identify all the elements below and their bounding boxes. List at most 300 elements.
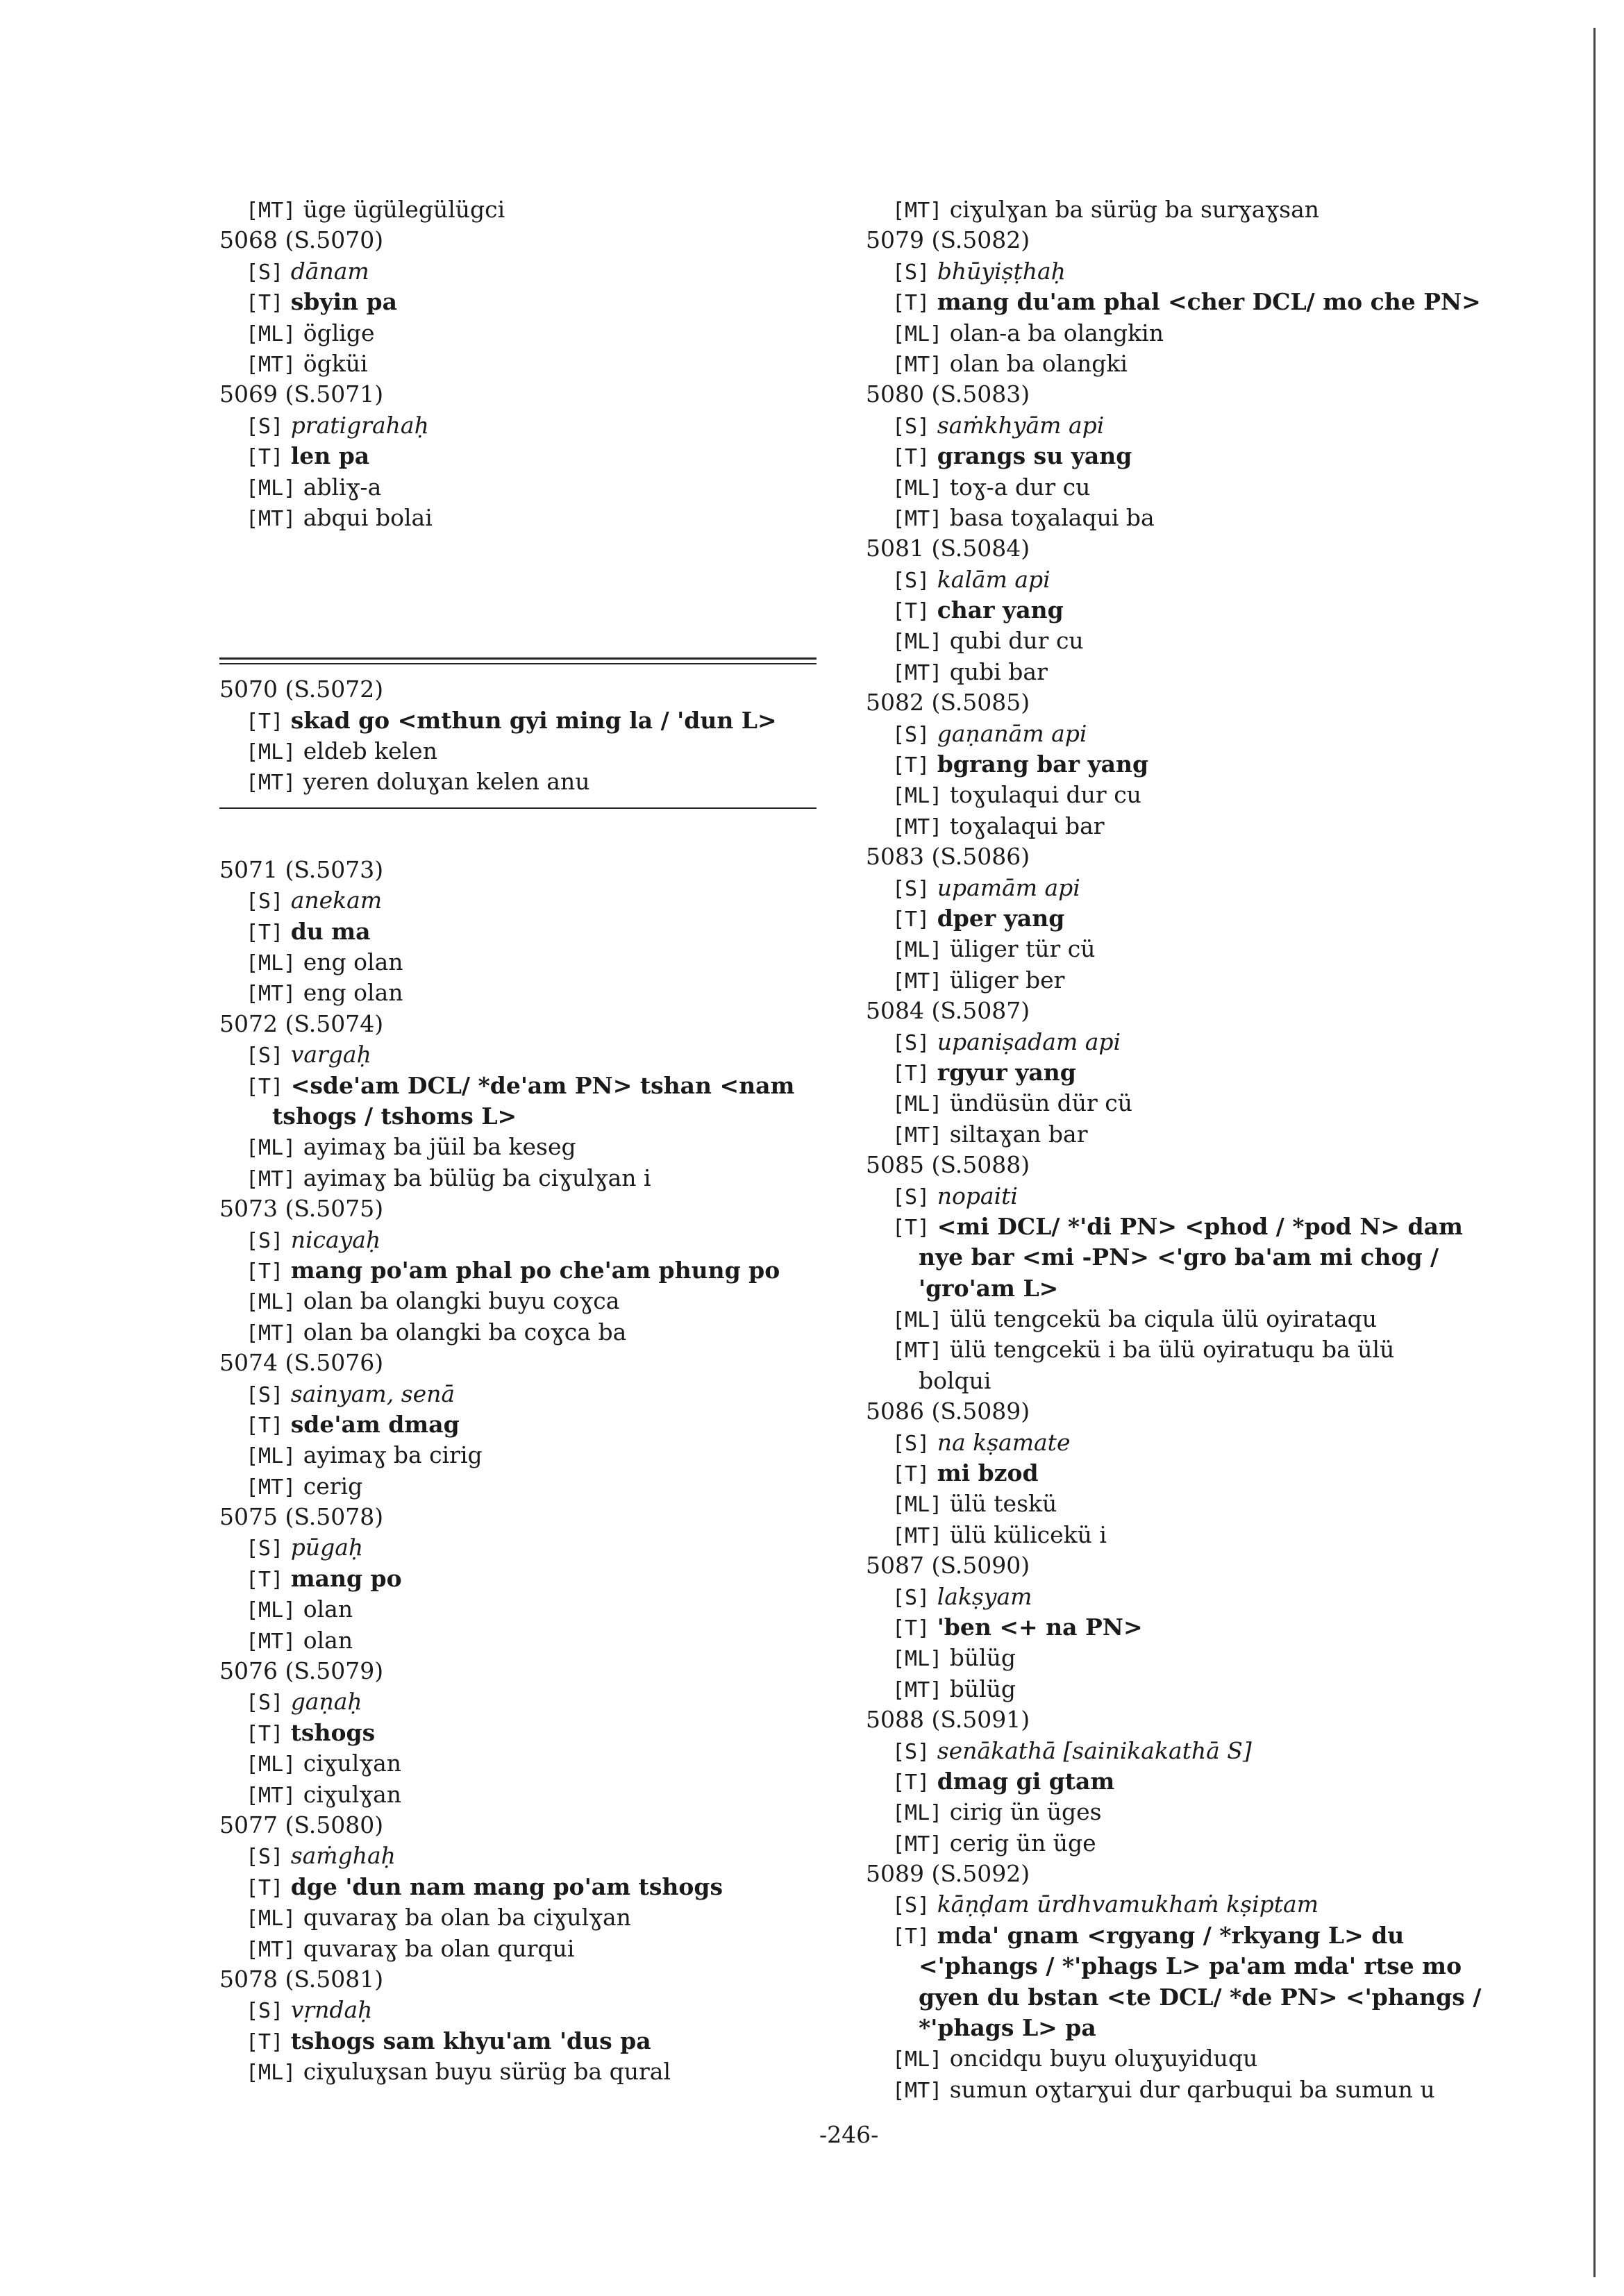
language-label: [T] [892,1462,930,1487]
gloss-text: sainyam, senā [290,1380,455,1407]
gloss-text: ayimaɣ ba jüil ba keseg [303,1133,576,1161]
gloss-line [866,1027,1491,1057]
gloss-text: qubi dur cu [949,627,1084,655]
language-label: [T] [246,1413,284,1438]
gloss-line [866,1458,1491,1489]
gloss-text: olan ba olangki ba coɣca ba [303,1318,627,1346]
gloss-line [866,1520,1491,1550]
language-label: [ML] [892,1647,943,1672]
gloss-line [219,947,830,978]
gloss-line [219,503,830,533]
gloss-text: kāṇḍam ūrdhvamukhaṁ kṣiptam [937,1891,1319,1918]
gloss-text: pratigrahaḥ [290,411,429,439]
language-label: [MT] [892,969,943,994]
gloss-text: upamām api [937,873,1080,901]
gloss-text: saṁghaḥ [290,1842,396,1870]
gloss-text: cerig [303,1472,363,1500]
gloss-line [866,2043,1491,2074]
language-label: [ML] [246,1598,296,1623]
gloss-text: upaniṣadam api [937,1028,1121,1055]
entry-number: 5084 (S.5087) [866,997,1030,1025]
entry-number: 5088 (S.5091) [866,1706,1030,1734]
gloss-line [219,1779,830,1810]
language-label: [T] [246,1567,284,1592]
gloss-line [219,287,830,317]
language-label: [T] [892,1770,930,1795]
gloss-line [219,705,830,736]
gloss-text: cirig ün üges [949,1798,1102,1826]
gloss-line [866,1736,1491,1766]
gloss-text: saṁkhyām api [937,411,1105,439]
double-rule [219,657,817,664]
page-edge-line [1593,28,1596,2277]
gloss-text: bhūyiṣṭhaḥ [937,257,1066,285]
language-label: [MT] [892,1523,943,1548]
gloss-line [866,811,1491,841]
language-label: [ML] [892,476,943,501]
page-number: -246- [819,2121,879,2148]
language-label: [ML] [892,1308,943,1333]
entry-number: 5072 (S.5074) [219,1009,384,1037]
gloss-text: sbyin pa [290,288,397,316]
gloss-text: dper yang [937,904,1065,932]
language-label: [S] [246,414,284,439]
gloss-line [219,1841,830,1871]
language-label: [S] [892,1184,930,1209]
language-label: [MT] [246,199,296,223]
gloss-text: qubi bar [949,657,1048,685]
gloss-text: dge 'dun nam mang po'am tshogs [290,1872,723,1900]
gloss-text: du ma [290,917,371,945]
gloss-line [219,1902,830,1933]
language-label: [MT] [246,506,296,531]
gloss-line [219,736,830,766]
gloss-text: ündüsün dür cü [949,1089,1132,1117]
gloss-text: olan [303,1595,353,1623]
gloss-text: kalām api [937,565,1050,593]
continuation-line: *'phags L> pa [919,2014,1096,2042]
gloss-line [219,1286,830,1316]
gloss-line [219,1071,830,1101]
gloss-text: tshogs sam khyu'am 'dus pa [290,2027,651,2054]
language-label: [T] [246,1074,284,1099]
language-label: [ML] [246,951,296,976]
language-label: [MT] [892,352,943,377]
gloss-text: skad go <mthun gyi ming la / 'dun L> [290,706,777,734]
entry-number: 5069 (S.5071) [219,380,384,408]
gloss-text: oncidqu buyu oluɣuyiduqu [949,2045,1258,2072]
gloss-line [219,318,830,349]
gloss-text: cerig ün üge [949,1829,1096,1857]
language-label: [ML] [892,630,943,655]
gloss-text: eldeb kelen [303,737,437,765]
language-label: [MT] [246,1937,296,1962]
gloss-line [866,318,1491,349]
gloss-line [219,1532,830,1563]
language-label: [S] [892,1893,930,1918]
entry-number: 5081 (S.5084) [866,535,1030,562]
language-label: [MT] [246,1321,296,1346]
gloss-text: ülü teskü [949,1490,1057,1518]
gloss-line [219,1934,830,1964]
language-label: [ML] [892,1493,943,1518]
gloss-text: anekam [290,887,383,914]
gloss-text: basa toɣalaqui ba [949,503,1155,531]
entry-number: 5076 (S.5079) [219,1657,384,1685]
gloss-line [219,410,830,441]
gloss-text: siltaɣan bar [949,1120,1088,1148]
gloss-line [219,1748,830,1779]
gloss-text: olan [303,1626,353,1654]
gloss-text: üliger ber [949,966,1065,994]
gloss-line [219,1409,830,1440]
gloss-text: quvaraɣ ba olan qurqui [303,1934,575,1962]
gloss-line [866,1212,1491,1242]
gloss-text: nopaiti [937,1182,1018,1209]
language-label: [T] [892,291,930,316]
gloss-text: mang du'am phal <cher DCL/ mo che PN> [937,288,1481,316]
language-label: [MT] [246,771,296,796]
language-label: [T] [246,445,284,470]
gloss-line [219,1564,830,1594]
continuation-line: bolqui [919,1366,991,1394]
gloss-line [219,1225,830,1255]
spacer [219,820,830,855]
gloss-line [866,1889,1491,1920]
gloss-text: mang po'am phal po che'am phung po [290,1256,780,1284]
gloss-text: bülüg [949,1644,1016,1672]
gloss-text: mi bzod [937,1459,1039,1487]
entry-number: 5071 (S.5073) [219,855,384,883]
entry-number: 5085 (S.5088) [866,1151,1030,1179]
language-label: [MT] [246,352,296,377]
language-label: [ML] [246,476,296,501]
gloss-text: lakṣyam [937,1582,1032,1610]
gloss-line [219,441,830,471]
language-label: [T] [892,907,930,932]
language-label: [S] [246,1845,284,1870]
gloss-line [219,2056,830,2087]
gloss-text: ülü tengcekü ba ciqula ülü oyirataqu [949,1305,1378,1333]
gloss-text: olan ba olangki buyu coɣca [303,1287,620,1315]
gloss-text: mang po [290,1564,402,1592]
gloss-line [866,472,1491,503]
gloss-line [219,1995,830,2025]
language-label: [ML] [246,321,296,346]
gloss-line [219,349,830,379]
entry-number: 5079 (S.5082) [866,226,1030,254]
gloss-line [866,903,1491,934]
language-label: [ML] [892,2047,943,2072]
gloss-text: gaṇaḥ [290,1688,362,1716]
gloss-text: bgrang bar yang [937,751,1149,778]
gloss-line [219,1872,830,1902]
language-label: [S] [246,260,284,285]
language-label: [S] [892,568,930,593]
gloss-text: ögküi [303,349,368,377]
gloss-line [866,1674,1491,1704]
language-label: [ML] [246,740,296,765]
gloss-line [219,2026,830,2056]
gloss-line [866,256,1491,287]
gloss-line [866,1119,1491,1150]
gloss-line [866,441,1491,471]
language-label: [MT] [892,1123,943,1148]
entry-number: 5080 (S.5083) [866,380,1030,408]
continuation-line: 'gro'am L> [919,1274,1059,1302]
gloss-line [866,503,1491,533]
gloss-line [866,1797,1491,1827]
gloss-line [219,1686,830,1717]
entry-number: 5077 (S.5080) [219,1811,384,1838]
gloss-text: sde'am dmag [290,1410,460,1438]
entry-number: 5075 (S.5078) [219,1503,384,1531]
gloss-line [219,256,830,287]
gloss-line [866,657,1491,687]
language-label: [ML] [892,784,943,809]
language-label: [ML] [892,938,943,963]
single-rule [219,807,817,809]
gloss-text: ülü tengcekü i ba ülü oyiratuqu ba ülü [949,1336,1395,1364]
language-label: [ML] [892,1801,943,1826]
language-label: [T] [246,709,284,734]
left-column [219,194,830,2087]
gloss-line [866,1612,1491,1643]
gloss-line [866,194,1491,225]
gloss-line [866,1181,1491,1212]
entry-number: 5074 (S.5076) [219,1349,384,1377]
language-label: [ML] [246,1290,296,1315]
language-label: [T] [246,920,284,945]
language-label: [S] [892,1431,930,1456]
gloss-text: abqui bolai [303,503,433,531]
language-label: [S] [246,1999,284,2024]
entry-number: 5086 (S.5089) [866,1398,1030,1425]
language-label: [MT] [892,199,943,223]
gloss-text: char yang [937,596,1064,624]
gloss-text: yeren doluɣan kelen anu [303,768,590,796]
language-label: [S] [892,722,930,747]
continuation-line: tshogs / tshoms L> [272,1102,517,1130]
gloss-text: gaṇanām api [937,719,1087,747]
gloss-text: na kṣamate [937,1428,1071,1456]
language-label: [MT] [246,1166,296,1191]
gloss-text: olan-a ba olangkin [949,319,1164,346]
language-label: [MT] [892,1832,943,1857]
gloss-line [219,766,830,797]
gloss-line [866,626,1491,656]
language-label: [S] [892,414,930,439]
gloss-line [219,1163,830,1193]
gloss-text: ayimaɣ ba bülüg ba ciɣulɣan i [303,1164,651,1191]
language-label: [MT] [246,1783,296,1808]
gloss-line [866,965,1491,996]
gloss-line [866,349,1491,379]
gloss-text: olan ba olangki [949,349,1128,377]
gloss-text: ciɣulɣan [303,1750,402,1777]
language-label: [S] [892,876,930,901]
gloss-line [866,1427,1491,1458]
gloss-line [866,1643,1491,1673]
gloss-text: senākathā [sainikakathā S] [937,1736,1252,1764]
gloss-line [219,1594,830,1625]
gloss-line [866,1920,1491,1951]
language-label: [ML] [246,1752,296,1777]
gloss-line [866,749,1491,780]
language-label: [T] [892,1215,930,1240]
gloss-text: üliger tür cü [949,935,1096,963]
language-label: [MT] [892,2078,943,2103]
gloss-line [866,2075,1491,2105]
gloss-text: toɣ-a dur cu [949,473,1091,501]
gloss-text: dānam [290,257,369,285]
gloss-text: grangs su yang [937,442,1132,470]
gloss-line [866,564,1491,595]
gloss-text: ciɣulɣan ba sürüg ba surɣaɣsan [949,196,1320,223]
gloss-text: ülü külicekü i [949,1520,1107,1548]
gloss-text: eng olan [303,979,403,1007]
gloss-text: toɣulaqui dur cu [949,781,1141,809]
language-label: [T] [246,2029,284,2054]
language-label: [S] [892,1585,930,1610]
gloss-line [219,1039,830,1070]
spacer [219,533,830,648]
gloss-line [866,780,1491,810]
gloss-text: nicayaḥ [290,1225,381,1253]
gloss-line [866,1088,1491,1118]
continuation-line: <'phangs / *'phags L> pa'am mda' rtse mo [919,1952,1462,1980]
gloss-line [866,1057,1491,1088]
gloss-line [866,934,1491,964]
language-label: [MT] [246,1475,296,1500]
entry-number: 5083 (S.5086) [866,843,1030,871]
gloss-text: dmag gi gtam [937,1767,1115,1795]
language-label: [S] [246,1536,284,1561]
gloss-text: abliɣ-a [303,473,382,501]
language-label: [MT] [246,982,296,1007]
continuation-line: nye bar <mi -PN> <'gro ba'am mi chog / [919,1243,1439,1271]
language-label: [ML] [892,321,943,346]
gloss-line [866,1489,1491,1519]
language-label: [ML] [246,1907,296,1932]
entry-number: 5087 (S.5090) [866,1552,1030,1579]
entry-number: 5073 (S.5075) [219,1195,384,1223]
gloss-line [219,1132,830,1162]
gloss-text: mda' gnam <rgyang / *rkyang L> du [937,1921,1405,1949]
entry-number: 5078 (S.5081) [219,1965,384,1993]
gloss-line [219,1255,830,1286]
gloss-text: vargaḥ [290,1041,371,1069]
gloss-line [866,1828,1491,1859]
gloss-line [219,1379,830,1409]
gloss-text: len pa [290,442,370,470]
gloss-text: sumun oɣtarɣui dur qarbuqui ba sumun u [949,2075,1435,2103]
gloss-line [866,1334,1491,1365]
right-column [866,194,1491,2105]
gloss-line [866,287,1491,317]
language-label: [S] [246,1382,284,1407]
language-label: [MT] [892,1339,943,1364]
language-label: [T] [246,1259,284,1284]
gloss-line [219,1718,830,1748]
gloss-line [219,194,830,225]
gloss-text: quvaraɣ ba olan ba ciɣulɣan [303,1904,631,1932]
gloss-line [219,1440,830,1470]
language-label: [MT] [892,660,943,685]
entry-number: 5089 (S.5092) [866,1860,1030,1888]
language-label: [ML] [246,1136,296,1161]
gloss-text: ciɣuluɣsan buyu sürüg ba qural [303,2058,671,2086]
gloss-line [219,1471,830,1502]
gloss-line [219,978,830,1008]
language-label: [MT] [892,506,943,531]
gloss-line [866,1766,1491,1797]
language-label: [T] [892,753,930,778]
language-label: [MT] [892,814,943,839]
gloss-line [219,472,830,503]
gloss-line [866,595,1491,626]
gloss-text: ciɣulɣan [303,1780,402,1808]
continuation-line: gyen du bstan <te DCL/ *de PN> <'phangs / [919,1983,1482,2011]
gloss-text: tshogs [290,1718,376,1746]
gloss-line [866,410,1491,441]
gloss-line [219,916,830,947]
language-label: [T] [892,599,930,624]
language-label: [S] [246,1691,284,1716]
gloss-text: vṛndaḥ [290,1996,373,2024]
gloss-text: ayimaɣ ba cirig [303,1441,483,1469]
gloss-line [866,1304,1491,1334]
language-label: [T] [246,291,284,316]
entry-number: 5070 (S.5072) [219,676,384,703]
gloss-text: <sde'am DCL/ *de'am PN> tshan <nam [290,1071,795,1099]
gloss-text: üge ügülegülügci [303,196,505,223]
gloss-text: <mi DCL/ *'di PN> <phod / *pod N> dam [937,1212,1463,1240]
language-label: [MT] [892,1677,943,1702]
entry-number: 5082 (S.5085) [866,689,1030,717]
language-label: [T] [246,1721,284,1746]
language-label: [T] [892,1616,930,1641]
language-label: [T] [892,445,930,470]
gloss-line [219,885,830,916]
language-label: [ML] [246,1444,296,1469]
language-label: [MT] [246,1629,296,1654]
gloss-text: öglige [303,319,375,346]
language-label: [ML] [892,1092,943,1117]
gloss-text: eng olan [303,948,403,976]
gloss-line [219,1625,830,1656]
language-label: [T] [246,1875,284,1900]
language-label: [S] [892,1739,930,1764]
language-label: [ML] [246,2061,296,2086]
gloss-text: 'ben <+ na PN> [937,1613,1143,1641]
gloss-line [866,1582,1491,1612]
language-label: [S] [892,1030,930,1055]
gloss-line [866,719,1491,749]
language-label: [S] [246,1044,284,1069]
gloss-line [219,1317,830,1348]
language-label: [S] [246,1228,284,1253]
gloss-text: rgyur yang [937,1058,1076,1086]
entry-number: 5068 (S.5070) [219,226,384,254]
gloss-text: pūgaḥ [290,1534,364,1561]
gloss-text: toɣalaqui bar [949,812,1105,839]
gloss-line [866,873,1491,903]
language-label: [T] [892,1061,930,1086]
gloss-text: bülüg [949,1675,1016,1702]
language-label: [S] [892,260,930,285]
language-label: [T] [892,1924,930,1949]
